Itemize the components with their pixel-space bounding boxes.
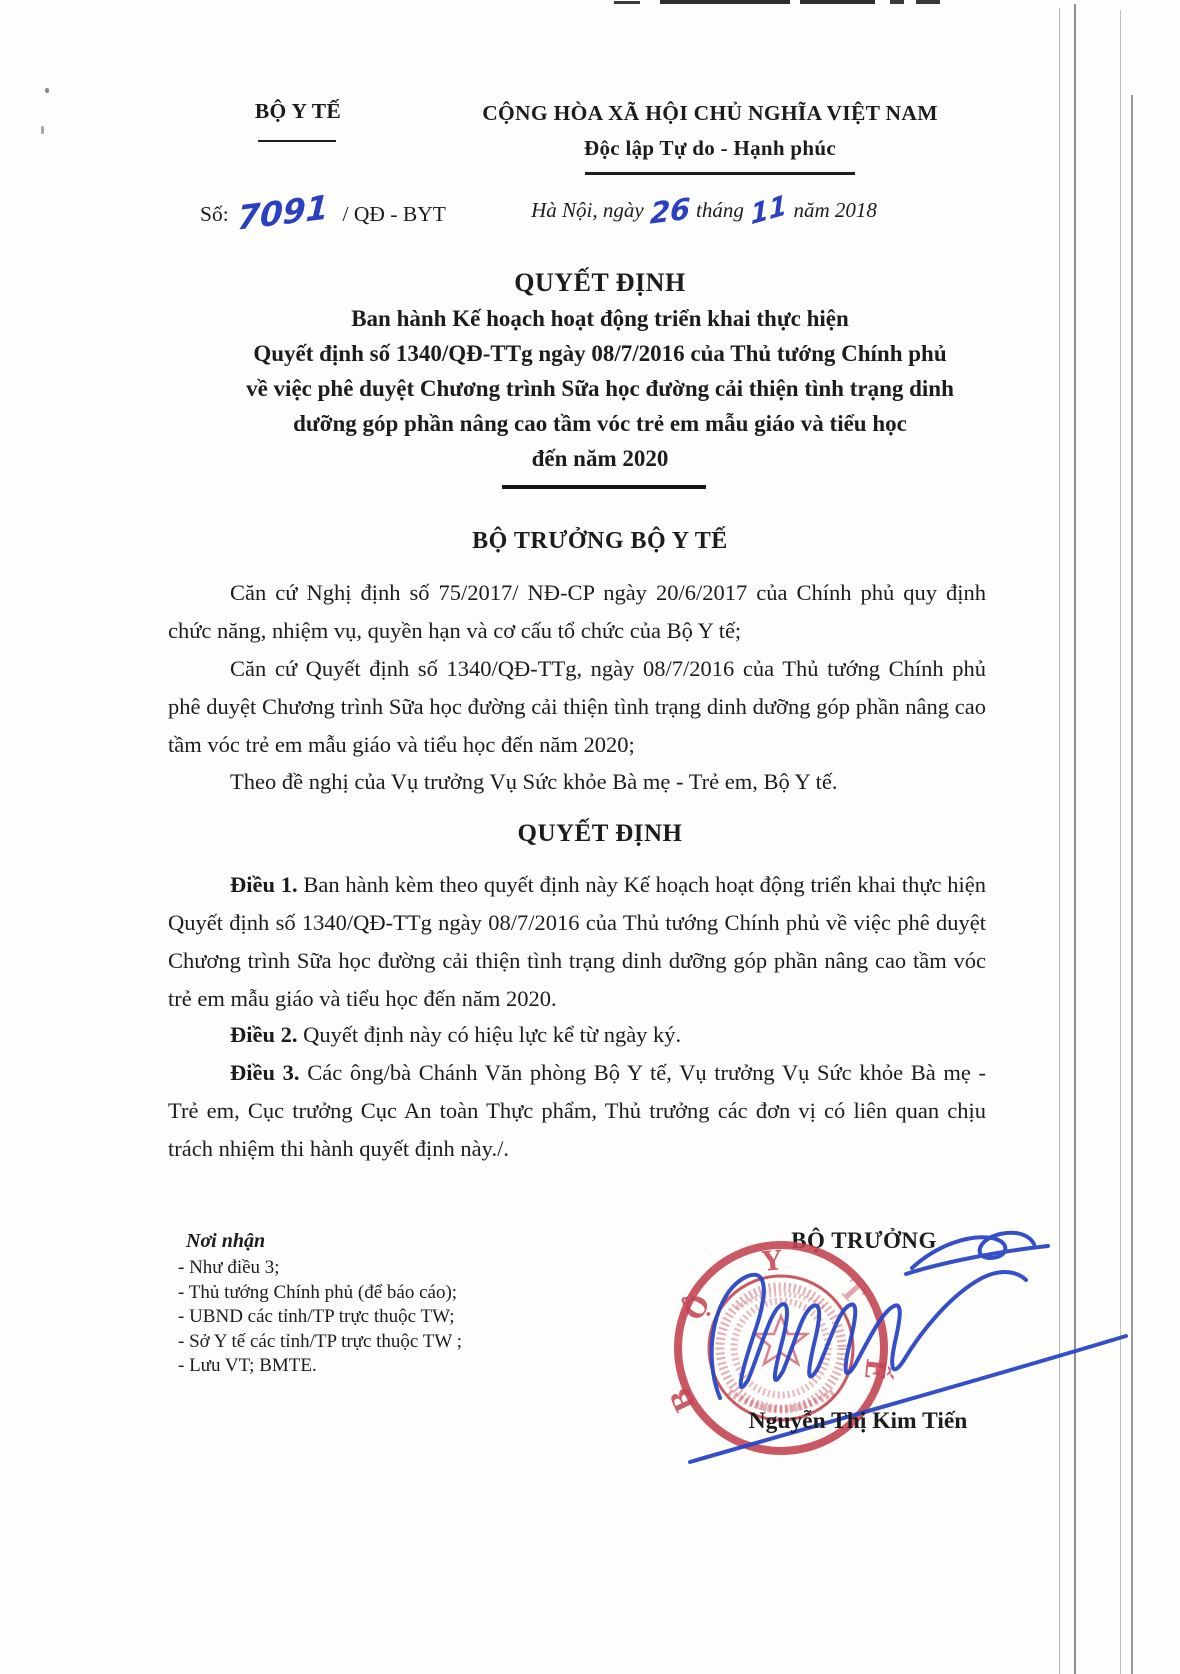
recipient-item: - Lưu VT; BMTE. [178,1355,317,1376]
recipients-list [178,1256,462,1379]
number-suffix: / QĐ - BYT [342,202,446,226]
svg-text:B: B [664,1382,703,1417]
scan-artifact-vertical-line [1131,95,1133,1674]
svg-text:Ế: Ế [857,1357,891,1381]
article-3 [168,1054,986,1168]
motto-underline [585,172,855,175]
article-1-label: Điều 1. [230,872,298,897]
article-2-text: Quyết định này có hiệu lực kể từ ngày ký. [303,1022,682,1047]
recipient-item: - Thủ tướng Chính phủ (để báo cáo); [178,1281,458,1303]
date-prefix: Hà Nội, ngày [531,198,644,222]
signer-title: BỘ TRƯỞNG [791,1228,937,1253]
scan-artifact-top-dash [800,0,875,4]
decision-heading-top: QUYẾT ĐỊNH [514,268,686,297]
signer-name: Nguyễn Thị Kim Tiến [748,1408,968,1434]
scan-artifact-speck [45,88,49,93]
national-motto-line2: Độc lập Tự do - Hạnh phúc [584,136,836,160]
article-2 [168,1016,986,1054]
title-line: dưỡng góp phần nâng cao tầm vóc trẻ em mẫu giáo và tiểu học [293,411,907,436]
title-line: Quyết định số 1340/QĐ-TTg ngày 08/7/2016 của Thủ tướng Chính phủ [253,341,947,366]
issuing-org-name: BỘ Y TẾ [254,99,342,123]
official-stamp-and-signature [620,1130,1180,1550]
date-suffix: năm 2018 [793,198,877,222]
scan-artifact-top-dash [890,0,904,4]
article-3-label: Điều 3. [230,1060,300,1085]
org-underline [258,140,336,142]
authority-heading: BỘ TRƯỞNG BỘ Y TẾ [472,528,728,554]
article-3-text: Các ông/bà Chánh Văn phòng Bộ Y tế, Vụ trưởng Vụ Sức khỏe Bà mẹ - Trẻ em, Cục trưởng Cục An toàn Thực phẩm, Thủ trưởng các đơn vị có liên quan chịu trách nhiệm thi hành quyết định này./. [168,1060,987,1161]
title-last-line: đến năm 2020 [531,446,669,471]
svg-text:T: T [833,1274,870,1311]
scan-artifact-top-dash [660,0,790,4]
article-1-text: Ban hành kèm theo quyết định này Kế hoạch hoạt động triển khai thực hiện Quyết định số 1340/QĐ-TTg ngày 08/7/2016 của Thủ tướng Chính phủ về việc phê duyệt Chương trình Sữa học đường cải thiện tình trạng dinh dưỡng góp phần nâng cao tầm vóc trẻ em mẫu giáo và tiểu học đến năm 2020. [168,872,987,1011]
number-label: Số: [200,202,229,226]
scan-artifact-speck [41,126,44,134]
handwritten-number: 7091 [235,187,330,238]
recipient-item: - Sở Y tế các tỉnh/TP trực thuộc TW ; [178,1330,462,1352]
title-underline [502,485,706,489]
recipient-item: - Như điều 3; [178,1257,280,1278]
title-line: về việc phê duyệt Chương trình Sữa học đường cải thiện tình trạng dinh [246,376,954,401]
place-and-date-line [444,189,964,232]
article-1 [168,866,986,1018]
svg-text:Ộ: Ộ [678,1289,717,1326]
scan-artifact-top-dash [916,0,940,4]
document-number [200,187,446,238]
date-mid: tháng [696,198,744,222]
preamble-paragraph: Căn cứ Nghị định số 75/2017/ NĐ-CP ngày 20/6/2017 của Chính phủ quy định chức năng, nhiệm vụ, quyền hạn và cơ cấu tổ chức của Bộ Y tế; [168,580,986,643]
stamp-text [664,1245,896,1416]
recipients-label: Nơi nhận [186,1230,266,1252]
scan-artifact-vertical-line [1120,10,1121,1674]
svg-text:Y: Y [761,1245,784,1278]
decision-heading: QUYẾT ĐỊNH [517,820,683,847]
title-line: Ban hành Kế hoạch hoạt động triển khai thực hiện [351,306,849,331]
stamp-star-emblem [755,1316,807,1364]
handwritten-month: 11 [750,189,788,232]
scan-artifact-top-dash [614,1,640,4]
scan-artifact-vertical-line [1059,8,1060,1674]
handwritten-day: 26 [648,191,691,231]
article-2-label: Điều 2. [230,1022,298,1047]
recipient-item: - UBND các tỉnh/TP trực thuộc TW; [178,1306,455,1327]
scan-artifact-vertical-line [1074,4,1076,1674]
preamble-paragraph: Căn cứ Quyết định số 1340/QĐ-TTg, ngày 08/7/2016 của Thủ tướng Chính phủ phê duyệt Chương trình Sữa học đường cải thiện tình trạng dinh dưỡng góp phần nâng cao tầm vóc trẻ em mẫu giáo và tiểu học đến năm 2020; [168,656,986,757]
national-motto-line1: CỘNG HÒA XÃ HỘI CHỦ NGHĨA VIỆT NAM [482,101,938,125]
preamble-paragraph: Theo đề nghị của Vụ trưởng Vụ Sức khỏe Bà mẹ - Trẻ em, Bộ Y tế. [230,769,838,794]
